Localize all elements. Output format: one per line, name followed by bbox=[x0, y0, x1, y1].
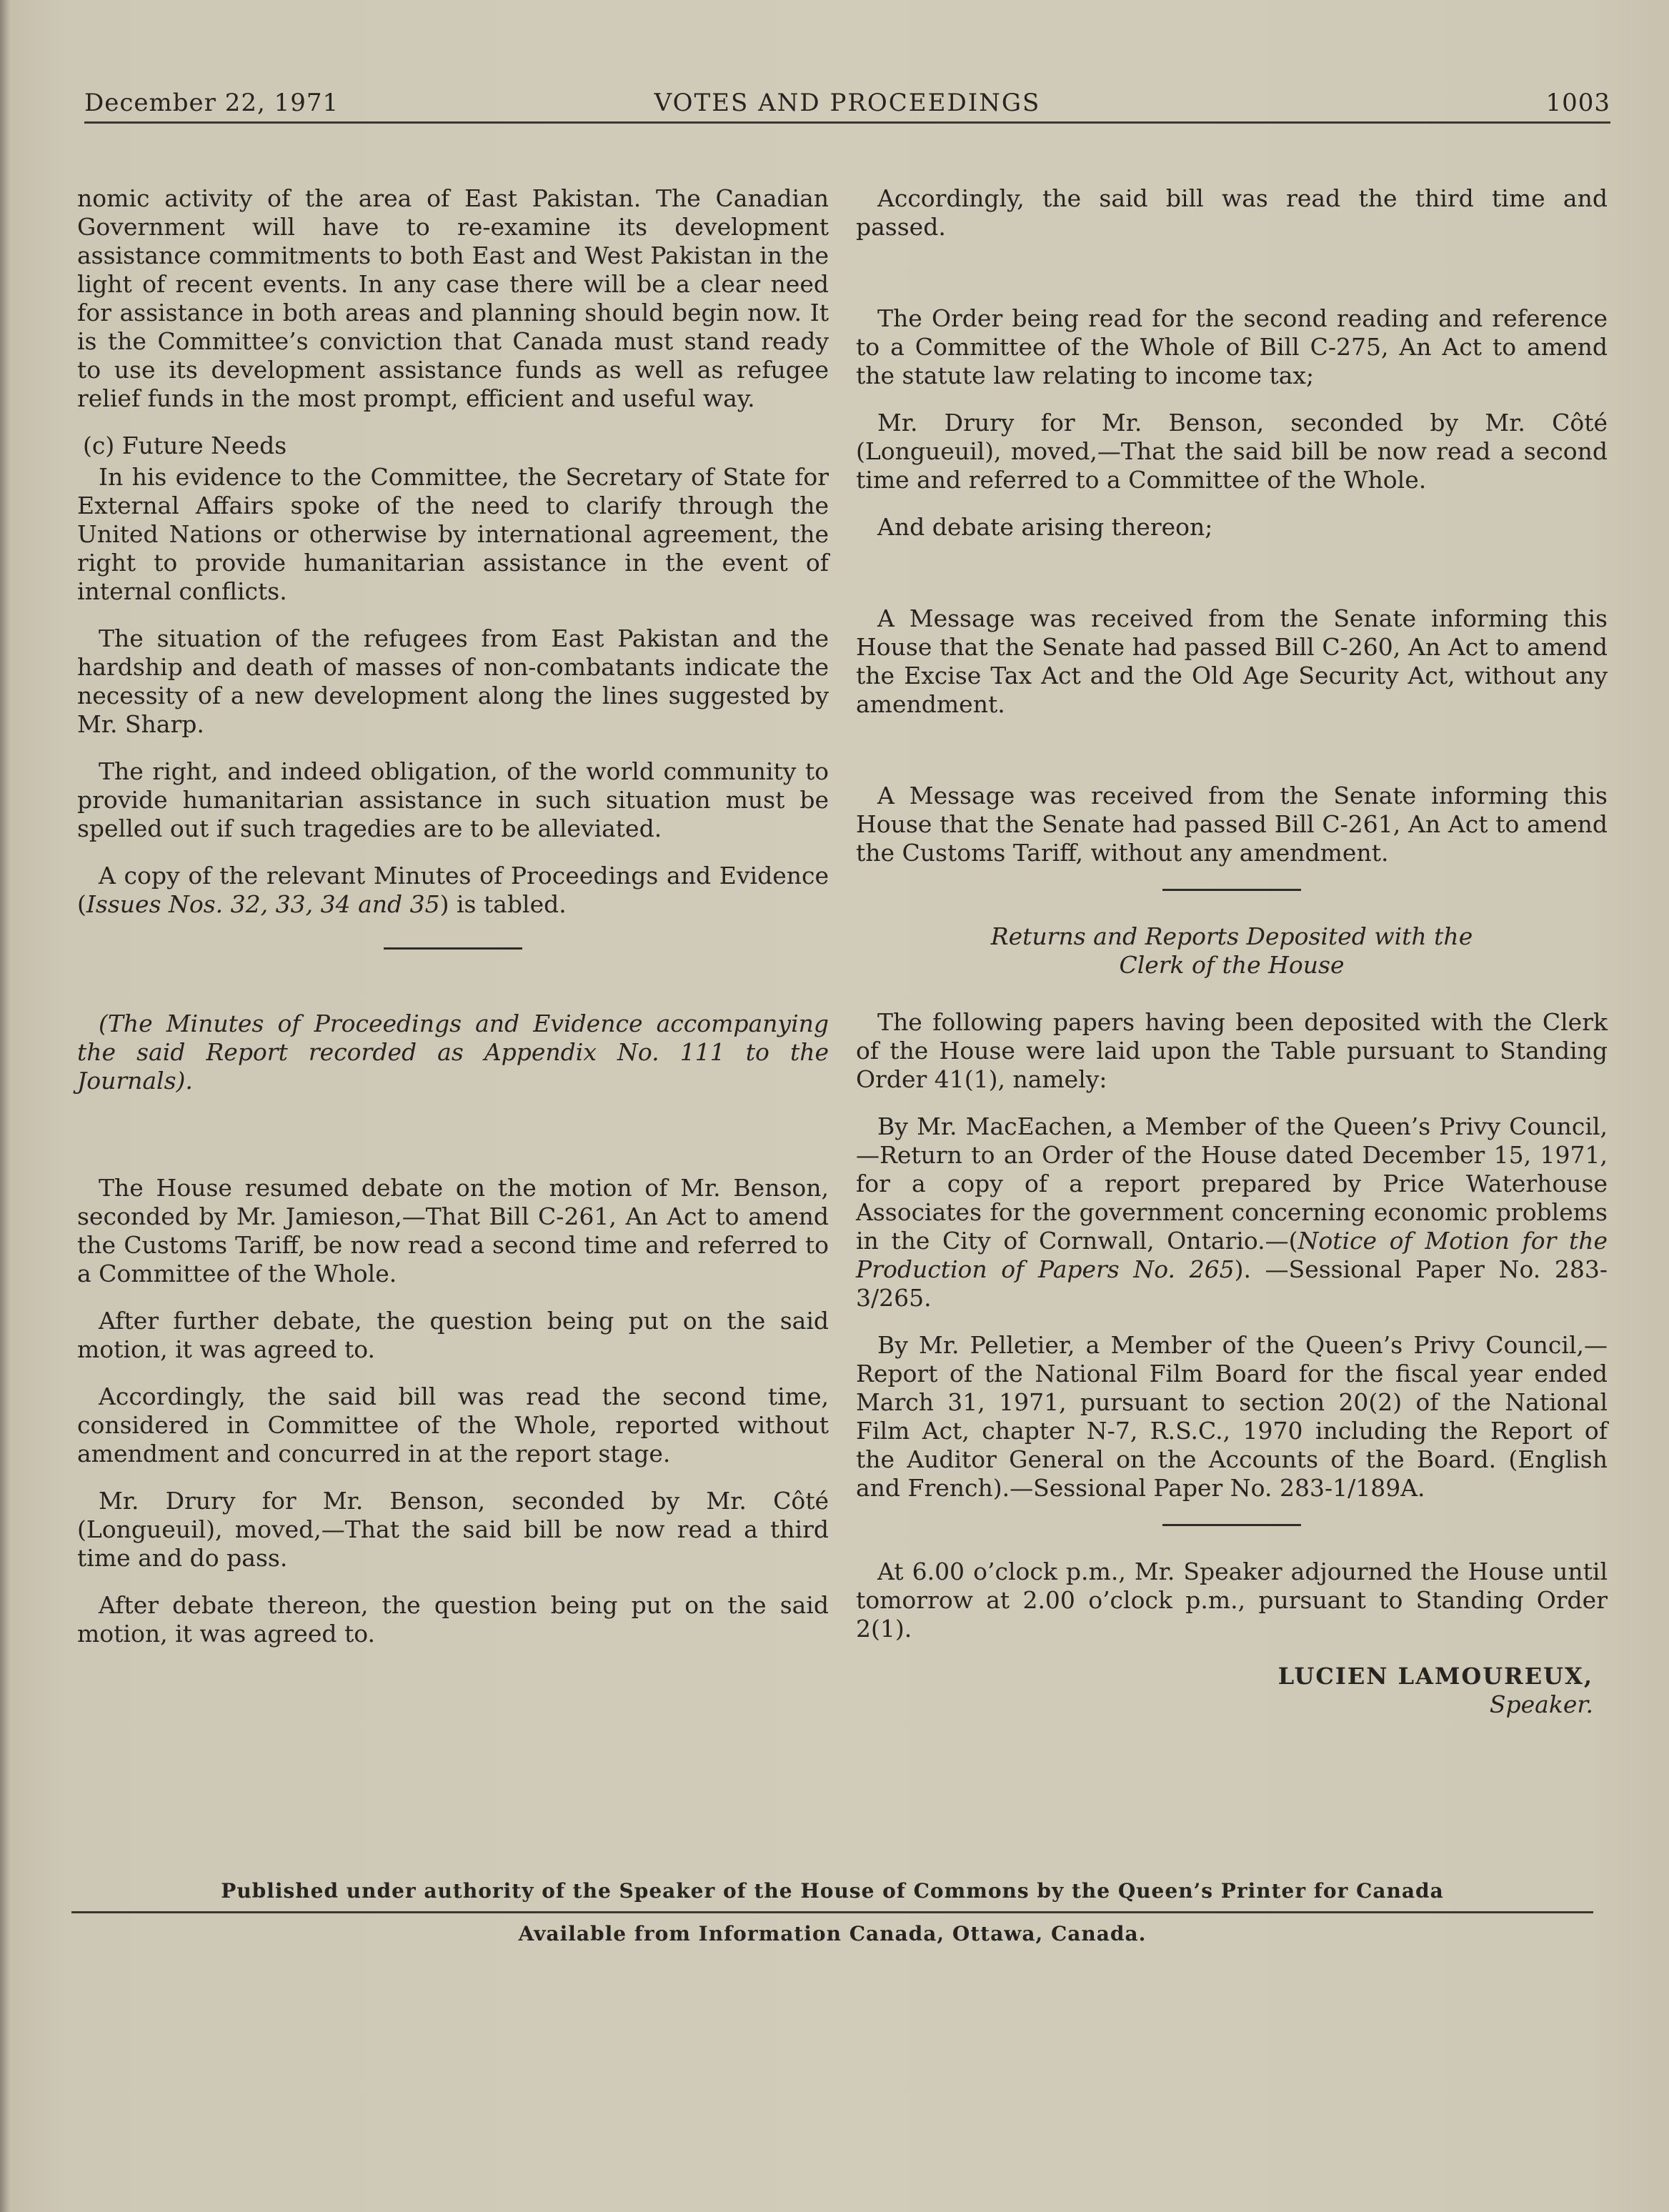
paragraph: The situation of the refugees from East Pakistan and the hardship and death of masses of non-combatants indicate the necessity of a new development along the lines suggested by Mr. Sharp. bbox=[77, 624, 829, 738]
binding-edge bbox=[0, 0, 10, 2212]
text-span: By Mr. MacEachen, a Member of the Queen’s Privy Council,—Return to an Order of the House dated December 15, 1971, for a copy of a report prepared by Price Waterhouse Associates for the government concerning economic problems in the City of Cornwall, Ontario.—( bbox=[856, 1112, 1608, 1255]
text-span: A copy of the relevant Minutes of Proceedings and Evidence ( bbox=[77, 862, 829, 918]
paragraph: Accordingly, the said bill was read the second time, considered in Committee of the Whole, reported without amendment and concurred in at the report stage. bbox=[77, 1382, 829, 1468]
section-heading-future-needs: (c) Future Needs bbox=[83, 432, 287, 459]
paragraph: The right, and indeed obligation, of the world community to provide humanitarian assistance in such situation must be spelled out if such tragedies are to be alleviated. bbox=[77, 757, 829, 842]
paragraph: A Message was received from the Senate informing this House that the Senate had passed Bill C-261, An Act to amend the Customs Tariff, without any amendment. bbox=[856, 782, 1608, 867]
left-column bbox=[77, 184, 829, 1667]
footer-publisher: Published under authority of the Speaker of the House of Commons by the Queen’s Printer for Canada bbox=[71, 1879, 1593, 1913]
footer-availability: Available from Information Canada, Ottawa, Canada. bbox=[518, 1922, 1147, 1946]
paragraph-tabled bbox=[77, 862, 829, 919]
section-divider bbox=[1162, 1524, 1301, 1526]
paragraph: nomic activity of the area of East Pakistan. The Canadian Government will have to re-examine its development assistance commitments to both East and West Pakistan in the light of recent events. In any case there will be a clear need for assistance in both areas and planning should begin now. It is the Committee’s conviction that Canada must stand ready to use its development assistance funds as well as refugee relief funds in the most prompt, efficient and useful way. bbox=[77, 184, 829, 412]
paragraph: Mr. Drury for Mr. Benson, seconded by Mr. Côté (Longueuil), moved,—That the said bill be now read a third time and do pass. bbox=[77, 1487, 829, 1572]
paragraph: The House resumed debate on the motion of Mr. Benson, seconded by Mr. Jamieson,—That Bill C-261, An Act to amend the Customs Tariff, be now read a second time and referred to a Committee of the Whole. bbox=[77, 1174, 829, 1287]
text-span: ). —Sessional Paper No. 283-3/265. bbox=[856, 1255, 1608, 1312]
header-title: VOTES AND PROCEEDINGS bbox=[654, 89, 1041, 117]
paragraph: After debate thereon, the question being put on the said motion, it was agreed to. bbox=[77, 1591, 829, 1648]
paragraph: Accordingly, the said bill was read the third time and passed. bbox=[856, 184, 1608, 241]
issues-reference: Issues Nos. 32, 33, 34 and 35 bbox=[86, 890, 440, 918]
right-column bbox=[856, 184, 1608, 1719]
header-date: December 22, 1971 bbox=[84, 89, 339, 117]
spacer bbox=[77, 1114, 829, 1174]
paragraph: The following papers having been deposited with the Clerk of the House were laid upon the Table pursuant to Standing Order 41(1), namely: bbox=[856, 1008, 1608, 1093]
signature-name: LUCIEN LAMOUREUX, bbox=[1277, 1663, 1593, 1690]
paragraph: At 6.00 o’clock p.m., Mr. Speaker adjourned the House until tomorrow at 2.00 o’clock p.m., pursuant to Standing Order 2(1). bbox=[856, 1558, 1608, 1643]
paragraph: A Message was received from the Senate informing this House that the Senate had passed Bill C-260, An Act to amend the Excise Tax Act and the Old Age Security Act, without any amendment. bbox=[856, 604, 1608, 718]
section-divider bbox=[1162, 889, 1301, 891]
signature-title: Speaker. bbox=[1489, 1690, 1593, 1718]
paragraph: The Order being read for the second reading and reference to a Committee of the Whole of Bill C-275, An Act to amend the statute law relating to income tax; bbox=[856, 304, 1608, 389]
spacer bbox=[856, 260, 1608, 304]
running-header bbox=[84, 86, 1610, 124]
appendix-note: (The Minutes of Proceedings and Evidence accompanying the said Report recorded as Appendix No. 111 to the Journals). bbox=[77, 1010, 829, 1095]
paragraph: After further debate, the question being put on the said motion, it was agreed to. bbox=[77, 1307, 829, 1363]
notice-of-motion-reference: Notice of Motion for the Production of Papers No. 265 bbox=[856, 1227, 1608, 1283]
returns-heading-line1: Returns and Reports Deposited with the bbox=[990, 922, 1473, 950]
spacer bbox=[856, 737, 1608, 782]
paragraph: Mr. Drury for Mr. Benson, seconded by Mr. Côté (Longueuil), moved,—That the said bill be now read a second time and referred to a Committee of the Whole. bbox=[856, 409, 1608, 494]
paragraph: By Mr. Pelletier, a Member of the Queen’s Privy Council,—Report of the National Film Board for the fiscal year ended March 31, 1971, pursuant to section 20(2) of the National Film Act, chapter N-7, R.S.C., 1970 including the Report of the Auditor General on the Accounts of the Board. (English and French).—Sessional Paper No. 283-1/189A. bbox=[856, 1331, 1608, 1502]
returns-heading bbox=[856, 922, 1608, 980]
paragraph: In his evidence to the Committee, the Secretary of State for External Affairs spoke of the need to clarify through the United Nations or otherwise by international agreement, the right to provide humanitarian assistance in the event of internal conflicts. bbox=[77, 463, 829, 605]
spacer bbox=[856, 560, 1608, 604]
paragraph: And debate arising thereon; bbox=[877, 513, 1213, 541]
paragraph-maceachen bbox=[856, 1112, 1608, 1312]
returns-heading-line2: Clerk of the House bbox=[1119, 951, 1345, 979]
text-span: ) is tabled. bbox=[439, 890, 567, 918]
page-number: 1003 bbox=[1545, 89, 1610, 117]
section-divider bbox=[384, 947, 522, 950]
